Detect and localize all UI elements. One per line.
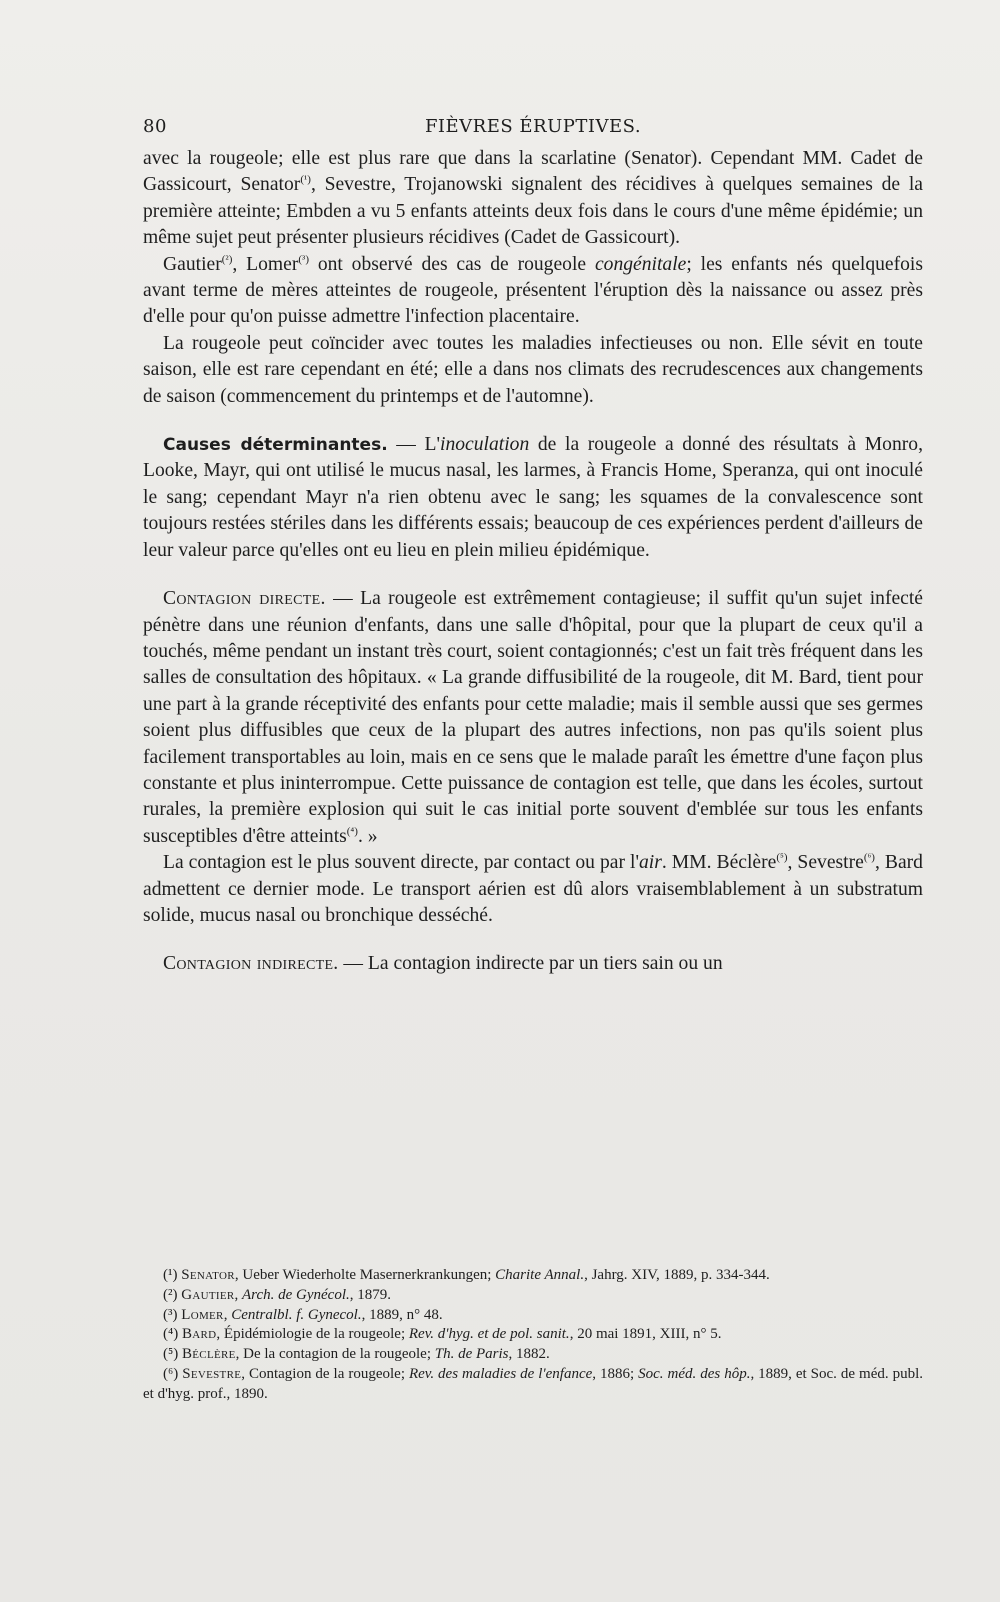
footnote: (⁴) Bard, Épidémiologie de la rougeole; Rev. d'hyg. et de pol. sanit., 20 mai 1891, XIII, n° 5. bbox=[163, 1326, 722, 1343]
main-text bbox=[143, 146, 923, 978]
running-title: FIÈVRES ÉRUPTIVES. bbox=[424, 116, 642, 137]
footnote-ref: (⁴) bbox=[346, 825, 358, 838]
footnote: (³) Lomer, Centralbl. f. Gynecol., 1889, n° 48. bbox=[163, 1306, 443, 1323]
paragraph-saison: La rougeole peut coïncider avec toutes les maladies infectieuses ou non. Elle sévit en toute saison, elle est rare cependant en été; elle a dans nos climats des recrudescences aux changements de saison (commencement du printemps et de l'automne). bbox=[143, 332, 923, 407]
footnote-ref: (³) bbox=[298, 253, 309, 266]
section-heading-contagion-indirecte: Contagion indirecte. bbox=[163, 953, 339, 975]
paragraph-congenitale: Gautier$^{(^2)}$, Lomer$^{(^3)}$ ont observé des cas de rougeole congénitale; les enfants nés quelquefois avant terme de mères atteintes de rougeole, présentent l'éruption dès la naissance ou assez près d'elle pour qu'on puisse admettre l'infection placentaire. bbox=[143, 253, 924, 328]
footnote-ref: (¹) bbox=[300, 173, 311, 186]
footnote-ref: (²) bbox=[221, 253, 233, 266]
page-header bbox=[143, 116, 923, 142]
paragraph-contagion-indirecte: Contagion indirecte. — La contagion indirecte par un tiers sain ou un bbox=[163, 953, 723, 975]
footnote: (⁶) Sevestre, Contagion de la rougeole; Rev. des maladies de l'enfance, 1886; Soc. méd. des hôp., 1889, et Soc. de méd. publ. et d'hyg. prof., 1890. bbox=[143, 1365, 923, 1402]
footnote-ref: (⁵) bbox=[776, 851, 788, 864]
page-number: 80 bbox=[143, 116, 167, 137]
footnote: (²) Gautier, Arch. de Gynécol., 1879. bbox=[163, 1286, 391, 1303]
paragraph-contagion-directe: Contagion directe. — La rougeole est extrêmement contagieuse; il suffit qu'un sujet infecté pénètre dans une réunion d'enfants, dans une salle d'hôpital, pour que la plupart de ceux qu'il a touchés, même pendant un instant très court, soient contagionnés; c'est un fait très fréquent dans les salles de consultation des hôpitaux. « La grande diffusibilité de la rougeole, dit M. Bard, tient pour une part à la grande réceptivité des enfants pour cette maladie; mais il semble aussi que ses germes soient plus diffusibles que ceux de la plupart des autres infections, non pas qu'ils soient plus facilement transportables au loin, mais en ce sens que le malade paraît les émettre d'une façon plus constante et plus ininterrompue. Cette puissance de contagion est telle, que dans les écoles, surtout rurales, la première explosion qui suit le cas initial porte souvent d'emblée sur tous les enfants susceptibles d'être atteints$^{(^4)}$. » bbox=[143, 588, 924, 847]
paragraph-recidives: avec la rougeole; elle est plus rare que dans la scarlatine (Senator). Cependant MM. Cadet de Gassicourt, Senator$^{(^1)}$, Sevestre, Trojanowski signalent des récidives à quelques semaines de la première atteinte; Embden a vu 5 enfants atteints deux fois dans le cours d'une même épidémie; un même sujet peut présenter plusieurs récidives (Cadet de Gassicourt). bbox=[143, 148, 923, 249]
footnotes bbox=[143, 1266, 923, 1405]
section-heading-causes: Causes déterminantes. bbox=[163, 435, 388, 456]
footnote-ref: (⁶) bbox=[863, 851, 875, 864]
section-heading-contagion-directe: Contagion directe. bbox=[163, 588, 326, 610]
paragraph-contagion-air: La contagion est le plus souvent directe, par contact ou par l'air. MM. Béclère$^{(^5)}$, Sevestre$^{(^6)}$, Bard admettent ce dernier mode. Le transport aérien est dû alors vraisemblablement à un substratum solide, mucus nasal ou bronchique desséché. bbox=[143, 851, 923, 926]
footnote: (¹) Senator, Ueber Wiederholte Masernerkrankungen; Charite Annal., Jahrg. XIV, 1889, p. 334-344. bbox=[163, 1267, 770, 1283]
paragraph-causes: Causes déterminantes. — L'inoculation de la rougeole a donné des résultats à Monro, Looke, Mayr, qui ont utilisé le mucus nasal, les larmes, à Francis Home, Speranza, qui ont inoculé le sang; cependant Mayr n'a rien obtenu avec le sang; les squames de la convalescence sont toujours restées stériles dans les différents essais; beaucoup de ces expériences perdent d'ailleurs de leur valeur parce qu'elles ont eu lieu en plein milieu épidémique. bbox=[143, 434, 923, 561]
footnote: (⁵) Béclère, De la contagion de la rougeole; Th. de Paris, 1882. bbox=[163, 1346, 550, 1363]
